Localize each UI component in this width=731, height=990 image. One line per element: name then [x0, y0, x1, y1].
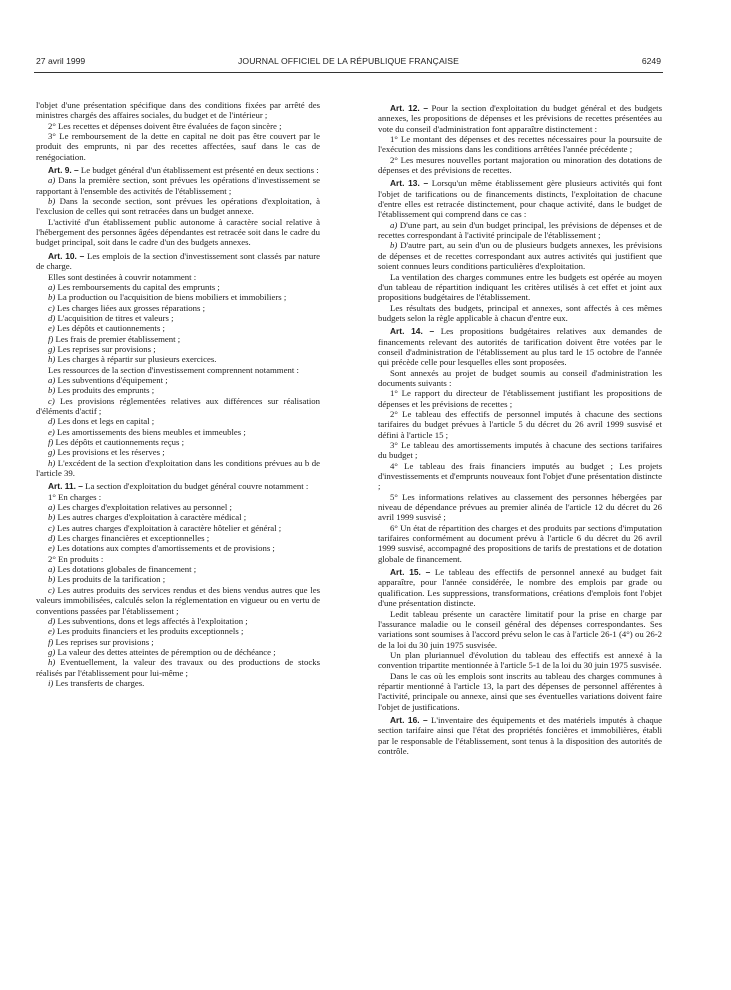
paragraph-text: Dans le cas où les emplois sont inscrits au tableau des charges communes à répartir mentionné à l'article 13, la part des dépenses de personnel afférentes à l'activité, principale ou annexe, ainsi que ses éventuelles variations doivent faire l'objet de justifications. — [378, 670, 662, 712]
list-item — [36, 458, 320, 479]
list-item — [36, 313, 320, 323]
paragraph — [36, 492, 320, 502]
item-text: Dans la première section, sont prévues les opérations d'investissement se rapportant à l'ensemble des activités de l'établissement ; — [36, 175, 321, 196]
item-letter: b) — [48, 292, 56, 303]
list-item — [36, 523, 320, 533]
item-text: Les provisions réglementées relatives aux différences sur réalisation d'éléments d'actif ; — [36, 395, 320, 416]
paragraph-text: La section d'exploitation du budget général couvre notamment : — [85, 481, 309, 492]
item-text: Les charges d'exploitation relatives au personnel ; — [57, 502, 232, 513]
paragraph — [36, 131, 320, 162]
item-letter: c) — [48, 302, 55, 313]
item-letter: h) — [48, 457, 56, 468]
paragraph — [378, 134, 662, 155]
item-text: Les subventions, dons et legs affectés à l'exploitation ; — [57, 615, 248, 626]
item-letter: a) — [48, 175, 56, 186]
paragraph-text: Sont annexés au projet de budget soumis au conseil d'administration les documents suivants : — [378, 367, 662, 388]
item-letter: a) — [390, 219, 398, 230]
item-text: Les frais de premier établissement ; — [55, 333, 181, 344]
article-paragraph — [378, 715, 662, 756]
item-letter: a) — [48, 502, 56, 513]
paragraph — [378, 409, 662, 440]
list-item — [36, 657, 320, 678]
paragraph-text: L'activité d'un établissement public autonome à caractère social relative à l'hébergement des personnes âgées dépendantes est retracée soit dans le cadre du budget principal, soit dans le cadre d'un des budgets annexes. — [36, 216, 320, 248]
list-item — [36, 512, 320, 522]
list-item — [36, 282, 320, 292]
list-item — [36, 637, 320, 647]
item-letter: e) — [48, 323, 55, 334]
item-text: D'une part, au sein d'un budget principal, les prévisions de dépenses et de recettes correspondant à l'activité principale de l'établissement ; — [378, 219, 662, 241]
item-letter: d) — [48, 615, 56, 626]
paragraph-text: 2° Les recettes et dépenses doivent être évaluées de façon sincère ; — [48, 120, 282, 131]
item-letter: f) — [48, 333, 54, 344]
list-item — [36, 678, 320, 688]
item-letter: a) — [48, 564, 56, 575]
paragraph-text: Elles sont destinées à couvrir notamment : — [48, 271, 197, 282]
paragraph — [36, 272, 320, 282]
item-letter: h) — [48, 354, 56, 365]
paragraph — [378, 388, 662, 409]
item-letter: b) — [48, 196, 56, 207]
list-item — [36, 585, 320, 616]
paragraph-text: 3° Le tableau des amortissements imputés à chacune des sections tarifaires du budget ; — [378, 440, 662, 461]
article-label: Art. 9. – — [48, 165, 79, 176]
item-letter: b) — [48, 574, 56, 585]
item-letter: c) — [48, 395, 55, 406]
list-item — [378, 220, 662, 241]
article-paragraph — [378, 567, 662, 608]
item-text: Les produits des emprunts ; — [57, 385, 155, 396]
article-paragraph — [36, 251, 320, 272]
paragraph — [378, 671, 662, 712]
list-item — [36, 292, 320, 302]
list-item — [36, 564, 320, 574]
paragraph-text: Le budget général d'un établissement est présenté en deux sections : — [80, 165, 319, 176]
article-label: Art. 15. – — [390, 567, 431, 578]
item-text: Les autres charges d'exploitation à caractère hôtelier et général ; — [57, 522, 282, 533]
article-paragraph — [36, 165, 320, 175]
item-letter: d) — [48, 416, 56, 427]
item-text: Les remboursements du capital des emprunts ; — [57, 281, 220, 292]
paragraph — [378, 368, 662, 389]
item-letter: f) — [48, 636, 54, 647]
article-paragraph — [378, 103, 662, 134]
paragraph-text: L'inventaire des équipements et des matériels imputés à chaque section tarifaire ainsi que l'état des propriétés foncières et immobilières, établi par le responsable de l'établissement, sont tenus à la disposition des autorités de contrôle. — [378, 714, 662, 756]
list-item — [36, 533, 320, 543]
paragraph-text: Pour la section d'exploitation du budget général et des budgets annexes, les propositions de dépenses et les prévisions de recettes présentées au vote du conseil d'administration font apparaître distinctement : — [378, 103, 663, 134]
paragraph-text: 1° Le rapport du directeur de l'établissement justifiant les propositions de dépenses et les prévisions de recettes ; — [378, 388, 662, 409]
paragraph-text: 2° En produits : — [48, 553, 104, 564]
article-label: Art. 13. – — [390, 178, 429, 189]
right-column — [378, 100, 662, 756]
item-text: Les autres produits des services rendus et des biens vendus autres que les valeurs immobilisées, calculés selon la réglementation en vigueur ou en vertu de conventions passées par l'établissement ; — [36, 584, 320, 616]
paragraph-text: 1° En charges : — [48, 491, 102, 502]
item-text: Les charges à répartir sur plusieurs exercices. — [57, 354, 217, 365]
item-text: La production ou l'acquisition de biens mobiliers et immobiliers ; — [57, 292, 287, 303]
item-text: La valeur des dettes atteintes de péremption ou de déchéance ; — [57, 646, 276, 657]
item-letter: d) — [48, 312, 56, 323]
list-item — [36, 647, 320, 657]
item-text: Les dons et legs en capital ; — [57, 416, 155, 427]
item-text: Les charges financières et exceptionnelles ; — [57, 533, 210, 544]
paragraph-text: Un plan pluriannuel d'évolution du tableau des effectifs est annexé à la convention tripartite mentionnée à l'article 5-1 de la loi du 30 juin 1975 susvisée. — [378, 649, 662, 671]
list-item — [36, 175, 320, 196]
header-rule — [34, 72, 663, 73]
item-letter: g) — [48, 646, 56, 657]
item-text: Eventuellement, la valeur des travaux ou des productions de stocks réalisés par l'établissement pour lui-même ; — [36, 657, 320, 678]
item-letter: e) — [48, 543, 55, 554]
item-letter: h) — [48, 657, 56, 668]
item-letter: g) — [48, 447, 56, 458]
paragraph-text: 2° Les mesures nouvelles portant majoration ou minoration des dotations de dépenses et des prévisions de recettes. — [378, 154, 662, 176]
list-item — [36, 574, 320, 584]
paragraph-text: Les emplois de la section d'investissement sont classés par nature de charge. — [36, 250, 321, 272]
left-column — [36, 100, 320, 688]
header-page-number: 6249 — [641, 56, 661, 66]
list-item — [36, 396, 320, 417]
list-item — [36, 334, 320, 344]
paragraph — [378, 272, 662, 303]
list-item — [378, 240, 662, 271]
item-letter: e) — [48, 626, 55, 637]
paragraph — [378, 303, 662, 324]
list-item — [36, 344, 320, 354]
list-item — [36, 437, 320, 447]
paragraph-text: Les propositions budgétaires relatives aux demandes de financements relevant des autorités de tarification doivent être votées par le conseil d'administration de l'établissement au plus tard le 15 octobre de l'année qui précède celle pour lesquelles elles sont proposées. — [378, 326, 662, 368]
paragraph-text: 4° Le tableau des frais financiers imputés au budget ; Les projets d'investissements et d'emprunts nouveaux font l'objet d'une présentation distincte ; — [378, 460, 662, 492]
list-item — [36, 323, 320, 333]
paragraph-text: Les résultats des budgets, principal et annexes, sont affectés à ces mêmes budgets selon la règle applicable à chacun d'entre eux. — [378, 302, 662, 323]
item-text: L'acquisition de titres et valeurs ; — [57, 312, 174, 323]
list-item — [36, 626, 320, 636]
paragraph-text: l'objet d'une présentation spécifique dans des conditions fixées par arrêté des ministres chargés des affaires sociales, du budget et de l'intérieur ; — [36, 100, 320, 121]
list-item — [36, 354, 320, 364]
paragraph-text: 5° Les informations relatives au classement des personnes hébergées par niveau de dépendance prévues au premier alinéa de l'article 12 du décret du 26 avril 1999 susvisé ; — [378, 491, 662, 523]
item-letter: b) — [390, 240, 398, 251]
paragraph — [36, 121, 320, 131]
article-label: Art. 16. – — [390, 714, 428, 725]
list-item — [36, 616, 320, 626]
list-item — [36, 427, 320, 437]
list-item — [36, 416, 320, 426]
item-letter: g) — [48, 343, 56, 354]
article-paragraph — [36, 481, 320, 491]
paragraph-text: 1° Le montant des dépenses et des recettes nécessaires pour la poursuite de l'exécution des missions dans les conditions arrêtées l'année précédente ; — [378, 134, 662, 155]
item-letter: b) — [48, 385, 56, 396]
item-text: Les reprises sur provisions ; — [57, 343, 156, 354]
paragraph-text: La ventilation des charges communes entre les budgets est opérée au moyen d'un tableau de répartition indiquant les critères utilisés à cet effet et joint aux propositions budgétaires de l'établissement. — [378, 271, 662, 303]
item-text: Dans la seconde section, sont prévues les opérations d'exploitation, à l'exclusion de celles qui sont retracées dans un budget annexe. — [36, 196, 321, 217]
item-letter: e) — [48, 426, 55, 437]
article-label: Art. 10. – — [48, 250, 85, 261]
item-letter: b) — [48, 512, 56, 523]
item-text: Les dépôts et cautionnements reçus ; — [55, 437, 185, 447]
list-item — [36, 375, 320, 385]
article-label: Art. 12. – — [390, 103, 429, 113]
paragraph-text: 6° Un état de répartition des charges et des produits par sections d'imputation tarifaires conformément au document prévu à l'article 6 du décret du 26 avril 1999 susvisé, accompagné des propositions de tarifs de prestations et de dotation globale de financement. — [378, 522, 662, 564]
paragraph-text: 3° Le remboursement de la dette en capital ne doit pas être couvert par le produit des emprunts, ni par des recettes affectées, sauf dans le cas de renégociation. — [36, 131, 320, 162]
item-text: Les dotations globales de financement ; — [57, 564, 197, 575]
article-label: Art. 11. – — [48, 481, 83, 492]
item-text: Les dépôts et cautionnements ; — [57, 323, 165, 334]
item-letter: c) — [48, 584, 55, 595]
header-date: 27 avril 1999 — [36, 56, 86, 66]
item-text: Les autres charges d'exploitation à caractère médical ; — [57, 512, 247, 523]
paragraph-text: Le tableau des effectifs de personnel annexé au budget fait apparaître, pour l'année considérée, le nombre des emplois par grade ou qualification. Les suppressions, transformations, créations d'emplois font l'objet d'une présentation distincte. — [378, 567, 662, 609]
paragraph — [378, 609, 662, 650]
item-text: Les produits de la tarification ; — [57, 574, 166, 585]
item-text: Les charges liées aux grosses réparations ; — [57, 302, 206, 313]
paragraph — [36, 217, 320, 248]
header-journal-title: JOURNAL OFFICIEL DE LA RÉPUBLIQUE FRANÇAISE — [238, 56, 459, 66]
item-text: D'autre part, au sein d'un ou de plusieurs budgets annexes, les prévisions de dépenses et de recettes correspondant aux autres activités qui justifient que soient connues leurs conditions particulières d'exploitation. — [378, 240, 662, 272]
paragraph-text: Ledit tableau présente un caractère limitatif pour la prise en charge par l'assurance maladie ou le conseil général des dépenses correspondantes. Ses variations sont soumises à l'accord prévu selon le cas à l'article 26-1 (4°) ou 26-2 de la loi du 30 juin 1975 susvisée. — [378, 608, 662, 650]
item-text: Les subventions d'équipement ; — [57, 374, 168, 385]
list-item — [36, 447, 320, 457]
list-item — [36, 543, 320, 553]
page-header — [36, 56, 661, 68]
paragraph — [378, 461, 662, 492]
list-item — [36, 502, 320, 512]
list-item — [36, 303, 320, 313]
list-item — [36, 196, 320, 217]
paragraph-text: 2° Le tableau des effectifs de personnel imputés à chacune des sections tarifaires du budget prévues à l'article 5 du décret du 26 avril 1999 susvisé et défini à l'article 15 ; — [378, 408, 662, 440]
paragraph — [378, 492, 662, 523]
item-letter: i) — [48, 677, 54, 688]
paragraph-text: Les ressources de la section d'investissement comprennent notamment : — [48, 364, 299, 375]
paragraph — [36, 554, 320, 564]
item-text: Les reprises sur provisions ; — [55, 636, 154, 647]
item-text: Les dotations aux comptes d'amortissements et de provisions ; — [57, 543, 275, 554]
paragraph — [36, 365, 320, 375]
paragraph — [36, 100, 320, 121]
item-text: Les transferts de charges. — [55, 677, 145, 688]
item-letter: a) — [48, 281, 56, 292]
article-paragraph — [378, 326, 662, 367]
item-letter: c) — [48, 522, 55, 533]
item-text: Les amortissements des biens meubles et immeubles ; — [57, 426, 246, 437]
paragraph — [378, 155, 662, 176]
paragraph — [378, 523, 662, 564]
paragraph — [378, 440, 662, 461]
item-letter: f) — [48, 437, 54, 447]
paragraph-text: Lorsqu'un même établissement gère plusieurs activités qui font l'objet de tarifications ou de financements distincts, l'exploitation de chacune d'entre elles est retracée distinctement, pour chaque activité, dans le budget de l'établissement qui comprend dans ce cas : — [378, 178, 662, 220]
paragraph — [378, 650, 662, 671]
item-letter: a) — [48, 374, 56, 385]
list-item — [36, 385, 320, 395]
article-label: Art. 14. – — [390, 326, 435, 337]
item-text: L'excédent de la section d'exploitation dans les conditions prévues au b de l'article 39. — [36, 457, 320, 479]
item-letter: d) — [48, 533, 56, 544]
item-text: Les produits financiers et les produits exceptionnels ; — [57, 626, 244, 637]
item-text: Les provisions et les réserves ; — [57, 447, 165, 458]
article-paragraph — [378, 178, 662, 219]
